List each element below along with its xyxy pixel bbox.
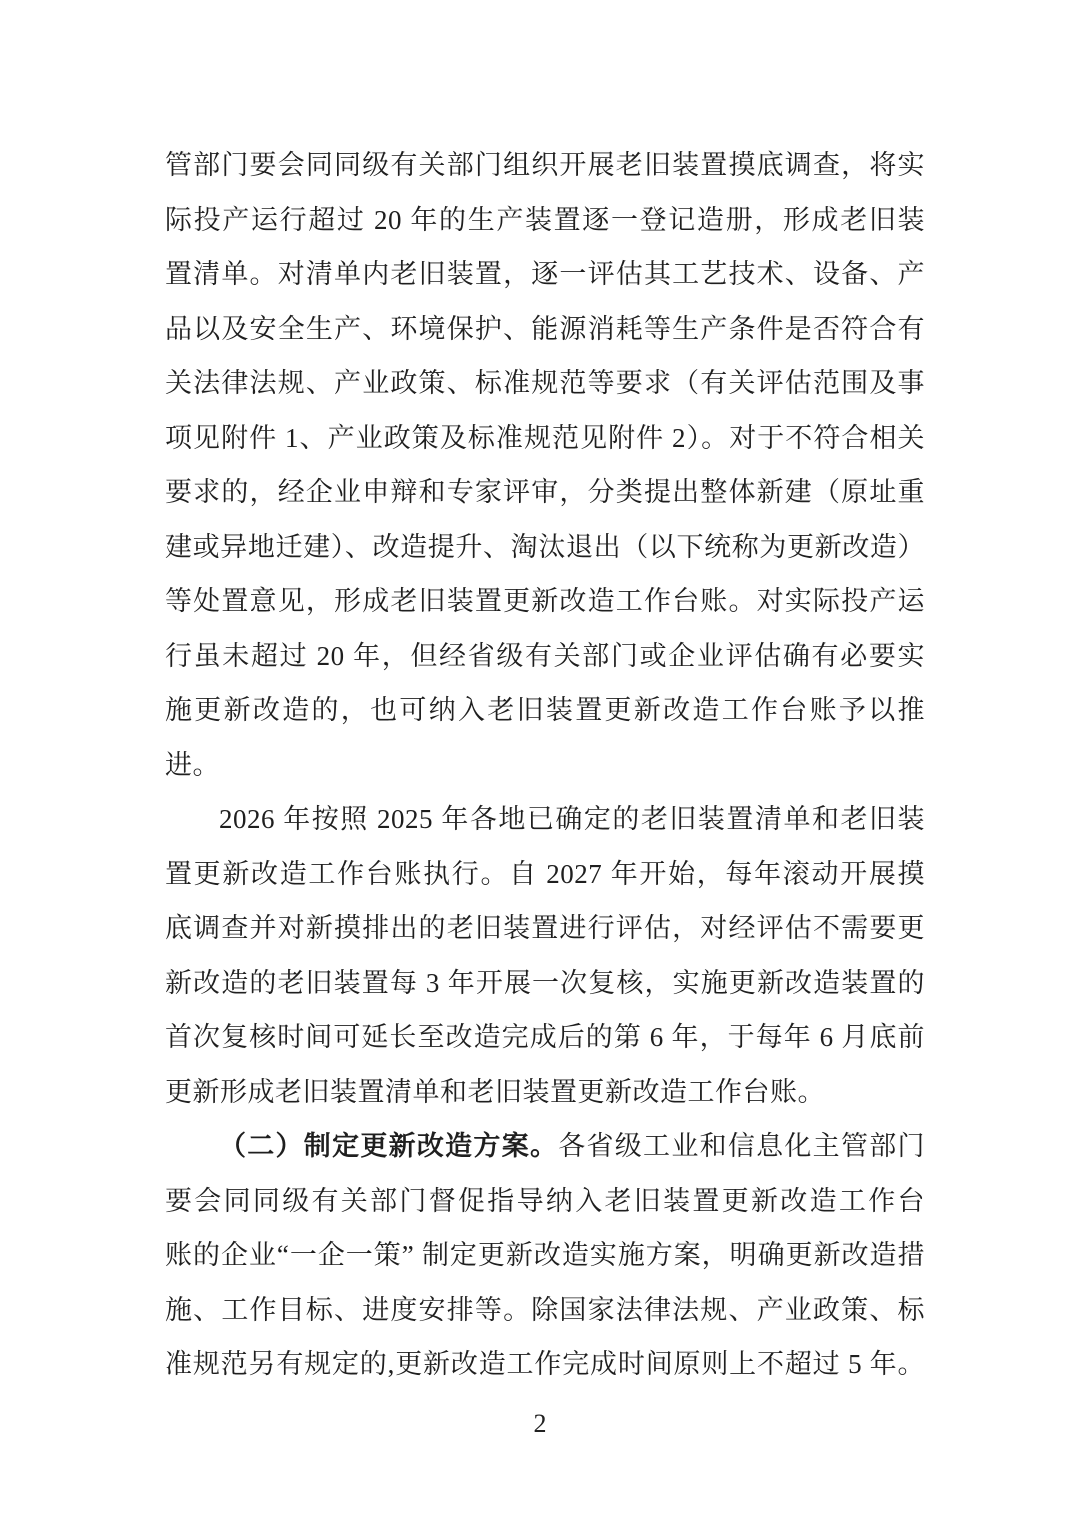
page-footer (0, 1404, 1080, 1444)
text-line (165, 302, 925, 357)
text-line (165, 465, 925, 520)
text-run: 2026 年按照 2025 年各地已确定的老旧装置清单和老旧装 (219, 804, 925, 834)
text-line (165, 247, 925, 302)
text-line (165, 1174, 925, 1229)
text-run: 际投产运行超过 20 年的生产装置逐一登记造册，形成老旧装 (165, 204, 925, 235)
text-line (165, 193, 925, 248)
text-run: 建或异地迁建）、改造提升、淘汰退出（以下统称为更新改造） (165, 531, 925, 562)
text-line (165, 1228, 925, 1283)
text-line (165, 792, 925, 847)
text-line (165, 901, 925, 956)
text-run: 置清单。对清单内老旧装置，逐一评估其工艺技术、设备、产 (165, 259, 925, 289)
text-run: 新改造的老旧装置每 3 年开展一次复核，实施更新改造装置的 (165, 967, 925, 998)
text-line (165, 1119, 925, 1174)
text-run: 品以及安全生产、环境保护、能源消耗等生产条件是否符合有 (165, 313, 925, 344)
text-line (165, 738, 925, 793)
text-run: 行虽未超过 20 年，但经省级有关部门或企业评估确有必要实 (165, 640, 925, 671)
text-run: 准规范另有规定的,更新改造工作完成时间原则上不超过 5 年。 (165, 1349, 925, 1379)
paragraph-continued-from-previous-page (165, 138, 925, 792)
text-run: 账的企业“一企一策” 制定更新改造实施方案，明确更新改造措 (165, 1240, 925, 1270)
text-line (165, 411, 925, 466)
text-run: 进。 (165, 749, 220, 780)
text-run: 要求的，经企业申辩和专家评审，分类提出整体新建（原址重 (165, 477, 925, 507)
text-run: 施更新改造的，也可纳入老旧装置更新改造工作台账予以推 (165, 695, 925, 725)
text-line (165, 1283, 925, 1338)
text-line (165, 356, 925, 411)
text-run: 等处置意见，形成老旧装置更新改造工作台账。对实际投产运 (165, 586, 925, 616)
text-run: 要会同同级有关部门督促指导纳入老旧装置更新改造工作台 (165, 1185, 925, 1216)
text-line (165, 574, 925, 629)
paragraph-section-2-renovation-plan (165, 1119, 925, 1392)
text-line (165, 683, 925, 738)
text-run: 施、工作目标、进度安排等。除国家法律法规、产业政策、标 (165, 1294, 925, 1325)
text-run: 关法律法规、产业政策、标准规范等要求（有关评估范围及事 (165, 368, 925, 398)
text-run: 置更新改造工作台账执行。自 2027 年开始，每年滚动开展摸 (165, 858, 925, 889)
text-run: 各省级工业和信息化主管部门 (558, 1131, 925, 1161)
page-number: 2 (533, 1409, 547, 1438)
bold-text-run: （二）制定更新改造方案。 (219, 1131, 559, 1161)
text-line (165, 138, 925, 193)
text-line (165, 1010, 925, 1065)
text-line (165, 520, 925, 575)
text-line (165, 847, 925, 902)
text-run: 项见附件 1、产业政策及标准规范见附件 2）。对于不符合相关 (165, 422, 925, 453)
text-line (165, 1065, 925, 1120)
text-run: 底调查并对新摸排出的老旧装置进行评估，对经评估不需要更 (165, 913, 925, 943)
document-body (165, 138, 925, 1392)
text-line (165, 629, 925, 684)
text-run: 更新形成老旧装置清单和老旧装置更新改造工作台账。 (165, 1076, 825, 1107)
text-run: 管部门要会同同级有关部门组织开展老旧装置摸底调查，将实 (165, 150, 925, 180)
text-line (165, 1337, 925, 1392)
text-run: 首次复核时间可延长至改造完成后的第 6 年，于每年 6 月底前 (165, 1022, 925, 1052)
text-line (165, 956, 925, 1011)
paragraph-2026-rolling-survey (165, 792, 925, 1119)
